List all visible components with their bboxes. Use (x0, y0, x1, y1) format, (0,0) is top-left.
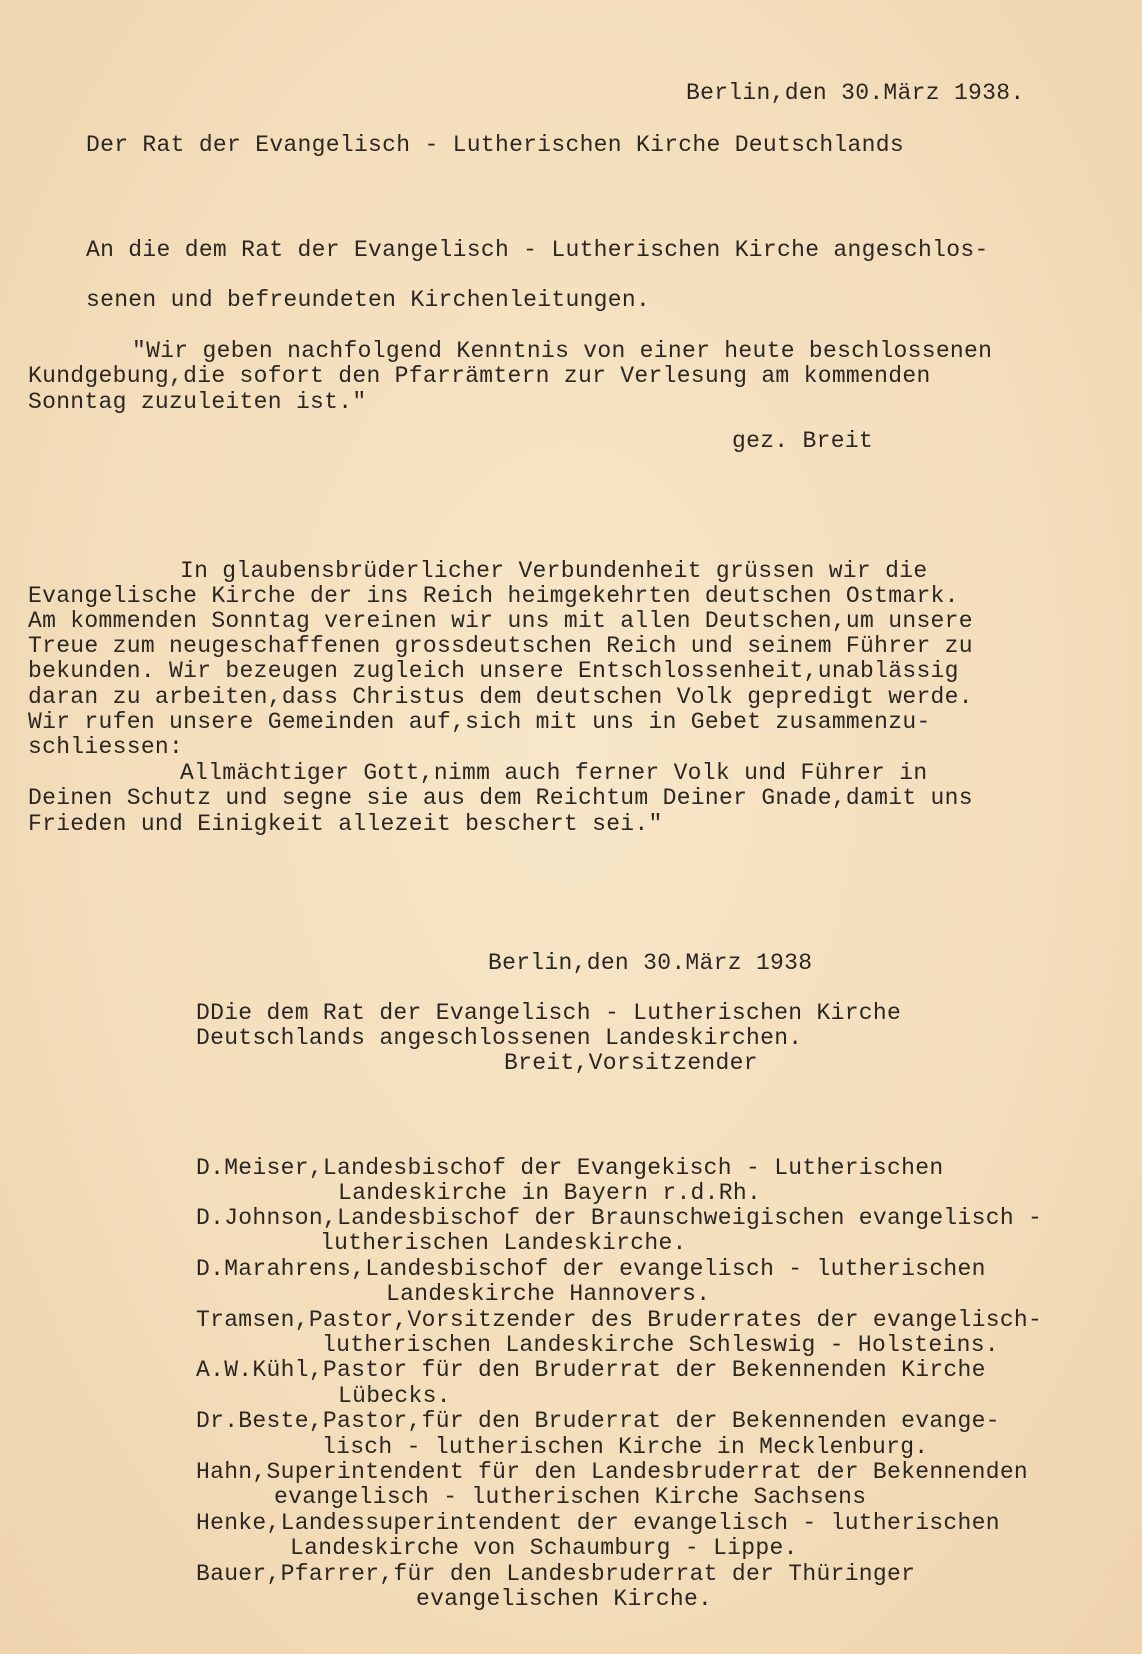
proclamation-line-3: Am kommenden Sonntag vereinen wir uns mit allen Deutschen,um unsere (28, 608, 973, 634)
signatory-line-4: lutherischen Landeskirche. (320, 1230, 687, 1256)
signatory-line-1: D.Meiser,Landesbischof der Evangekisch - Lutherischen (196, 1155, 944, 1181)
proclamation-line-5: bekunden. Wir bezeugen zugleich unsere Entschlossenheit,unablässig (28, 658, 959, 684)
notice-line-2: Kundgebung,die sofort den Pfarrämtern zur Verlesung am kommenden (28, 363, 931, 389)
proclamation-line-9: Allmächtiger Gott,nimm auch ferner Volk und Führer in (180, 760, 928, 786)
address-line-1: An die dem Rat der Evangelisch - Lutherischen Kirche angeschlos- (86, 237, 989, 263)
signatory-line-6: Landeskirche Hannovers. (386, 1281, 711, 1307)
signatory-line-5: D.Marahrens,Landesbischof der evangelisch - lutherischen (196, 1256, 986, 1282)
closing-line-2: Deutschlands angeschlossenen Landeskirchen. (196, 1025, 803, 1051)
proclamation-line-7: Wir rufen unsere Gemeinden auf,sich mit uns in Gebet zusammenzu- (28, 709, 931, 735)
notice-line-3: Sonntag zuzuleiten ist." (28, 389, 367, 415)
signatory-line-18: evangelischen Kirche. (416, 1586, 713, 1612)
signatory-line-16: Landeskirche von Schaumburg - Lippe. (290, 1535, 798, 1561)
header-sender: Der Rat der Evangelisch - Lutherischen Kirche Deutschlands (86, 132, 904, 158)
proclamation-line-4: Treue zum neugeschaffenen grossdeutschen Reich und seinem Führer zu (28, 633, 973, 659)
proclamation-line-11: Frieden und Einigkeit allezeit beschert sei." (28, 811, 663, 837)
signatory-line-9: A.W.Kühl,Pastor für den Bruderrat der Bekennenden Kirche (196, 1357, 986, 1383)
signatory-line-15: Henke,Landessuperintendent der evangelisch - lutherischen (196, 1510, 1000, 1536)
proclamation-line-10: Deinen Schutz und segne sie aus dem Reichtum Deiner Gnade,damit uns (28, 785, 973, 811)
header-date-line: Berlin,den 30.März 1938. (686, 80, 1025, 106)
proclamation-line-8: schliessen: (28, 734, 184, 760)
signatory-line-17: Bauer,Pfarrer,für den Landesbruderrat der Thüringer (196, 1561, 916, 1587)
proclamation-line-2: Evangelische Kirche der ins Reich heimgekehrten deutschen Ostmark. (28, 583, 959, 609)
address-line-2: senen und befreundeten Kirchenleitungen. (86, 287, 651, 313)
signatory-line-14: evangelisch - lutherischen Kirche Sachsens (274, 1484, 867, 1510)
closing-line-3: Breit,Vorsitzender (504, 1050, 758, 1076)
signatory-line-13: Hahn,Superintendent für den Landesbruderrat der Bekennenden (196, 1459, 1029, 1485)
signatory-line-3: D.Johnson,Landesbischof der Braunschweigischen evangelisch - (196, 1205, 1043, 1231)
proclamation-line-1: In glaubensbrüderlicher Verbundenheit grüssen wir die (180, 558, 928, 584)
closing-date-line: Berlin,den 30.März 1938 (488, 950, 813, 976)
signatory-line-10: Lübecks. (338, 1383, 451, 1409)
signatory-line-12: lisch - lutherischen Kirche in Mecklenburg. (322, 1434, 929, 1460)
signatory-line-7: Tramsen,Pastor,Vorsitzender des Bruderrates der evangelisch- (196, 1307, 1043, 1333)
notice-line-1: "Wir geben nachfolgend Kenntnis von einer heute beschlossenen (132, 338, 993, 364)
signatory-line-8: lutherischen Landeskirche Schleswig - Holsteins. (322, 1332, 999, 1358)
signatory-line-11: Dr.Beste,Pastor,für den Bruderrat der Bekennenden evange- (196, 1408, 1000, 1434)
closing-line-1: DDie dem Rat der Evangelisch - Lutherischen Kirche (196, 1000, 902, 1026)
signatory-line-2: Landeskirche in Bayern r.d.Rh. (338, 1180, 762, 1206)
proclamation-line-6: daran zu arbeiten,dass Christus dem deutschen Volk gepredigt werde. (28, 684, 973, 710)
notice-signature: gez. Breit (732, 428, 874, 454)
